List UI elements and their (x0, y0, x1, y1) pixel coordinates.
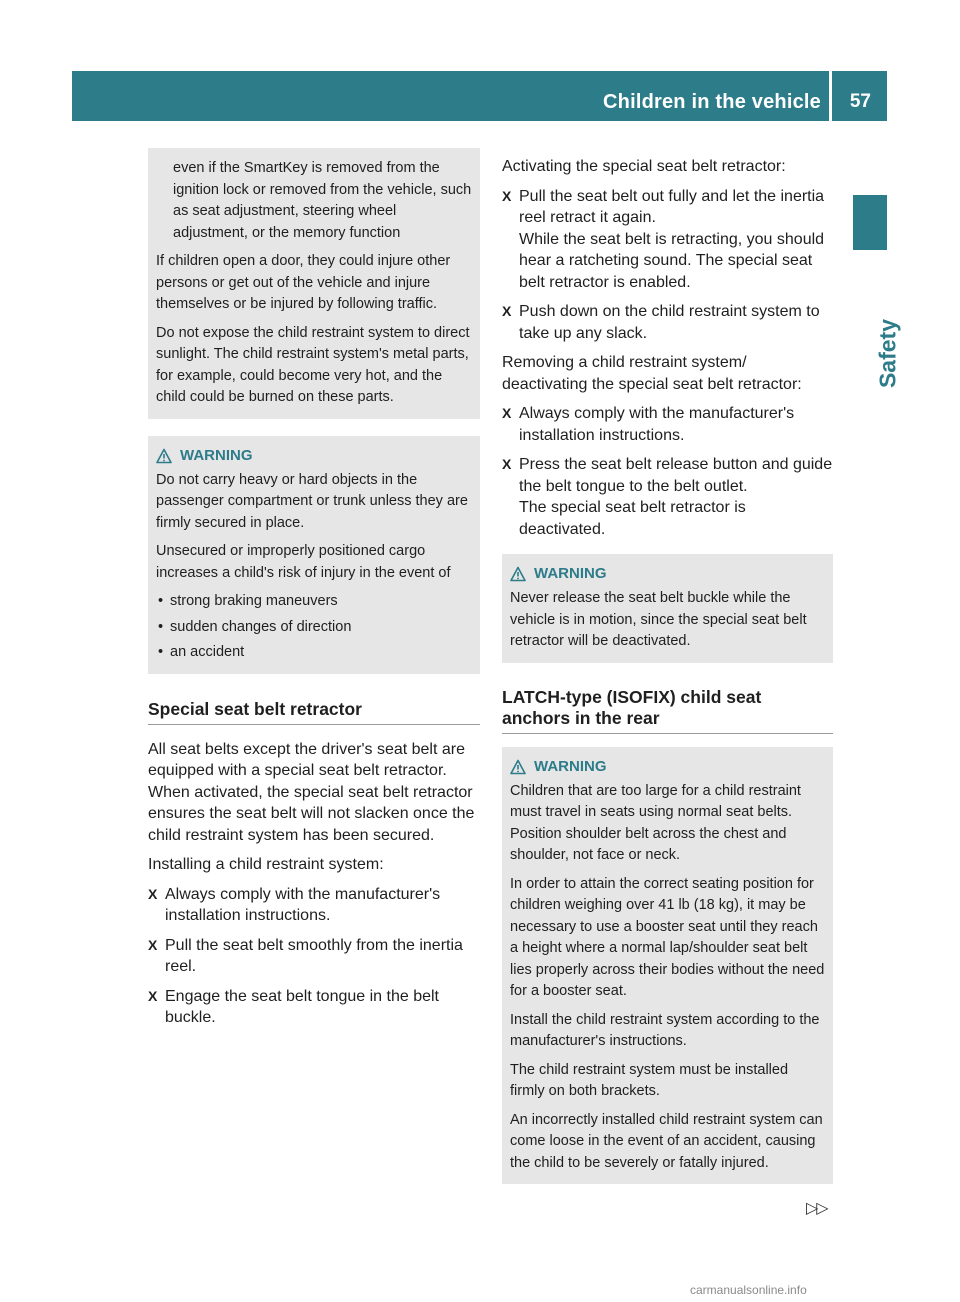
warning-paragraph: Install the child restraint system according to the manufacturer's instructions. (510, 1011, 820, 1049)
warning-paragraph: Unsecured or improperly positioned cargo increases a child's risk of injury in the event of (156, 543, 451, 581)
body-paragraph: Activating the special seat belt retractor: (502, 158, 786, 175)
body-paragraph: All seat belts except the driver's seat belt are equipped with a special seat belt retractor. When activated, the special seat belt retractor ensures the seat belt will not slacken once the child restraint system has been secured. (148, 740, 475, 844)
warning-paragraph: Never release the seat belt buckle while the vehicle is in motion, since the special seat belt retractor will be deactivated. (510, 590, 807, 649)
section-tab-marker (853, 195, 887, 250)
step-arrow-icon: X (502, 456, 512, 472)
right-column (502, 156, 833, 1184)
warning-heading (156, 446, 472, 466)
warning-paragraph: Children that are too large for a child restraint must travel in seats using normal seat belts. Position shoulder belt across the chest and shoulder, not face or neck. (510, 782, 801, 863)
left-column (148, 148, 480, 1037)
warning-triangle-icon (156, 448, 172, 464)
instruction-step: X Always comply with the manufacturer's installation instructions. (148, 884, 480, 927)
warning-triangle-icon (510, 759, 526, 775)
header-title: Children in the vehicle (603, 91, 821, 113)
warning-paragraph: An incorrectly installed child restraint system can come loose in the event of an accident, causing the child to be severely or fatally injured. (510, 1111, 823, 1171)
step-arrow-icon: X (502, 187, 512, 204)
page-header (72, 71, 887, 121)
box-paragraph: If children open a door, they could injure other persons or get out of the vehicle and injure themselves or be injured by following traffic. (156, 253, 451, 312)
body-paragraph: Installing a child restraint system: (148, 856, 384, 873)
instruction-step: X Push down on the child restraint system to take up any slack. (502, 301, 833, 344)
box-paragraph: Do not expose the child restraint system to direct sunlight. The child restraint system's metal parts, for example, could become very hot, and the child could be burned on these parts. (156, 324, 470, 405)
instruction-step: X Pull the seat belt out fully and let the inertia reel retract it again. While the seat belt is retracting, you should hear a ratcheting sound. The special seat belt retractor is enabled. (502, 186, 833, 294)
warning-label: WARNING (534, 757, 607, 775)
warning-box (502, 747, 833, 1185)
section-heading: Special seat belt retractor (148, 699, 480, 725)
continued-arrow-icon: ▷▷ (806, 1200, 827, 1217)
warning-label: WARNING (180, 446, 253, 464)
section-heading: LATCH-type (ISOFIX) child seat anchors in the rear (502, 687, 833, 734)
list-item: • sudden changes of direction (158, 618, 352, 635)
warning-box (148, 436, 480, 674)
warning-paragraph: Do not carry heavy or hard objects in the passenger compartment or trunk unless they are firmly secured in place. (156, 471, 468, 531)
step-arrow-icon: X (502, 303, 512, 319)
warning-box (502, 554, 833, 663)
instruction-step: X Pull the seat belt smoothly from the inertia reel. (148, 935, 480, 978)
list-item: • an accident (158, 644, 245, 660)
warning-label: WARNING (534, 565, 607, 582)
instruction-step: X Always comply with the manufacturer's installation instructions. (502, 403, 833, 446)
warning-heading (510, 757, 825, 777)
body-paragraph: Removing a child restraint system/ deactivating the special seat belt retractor: (502, 354, 802, 393)
instruction-step: X Press the seat belt release button and guide the belt tongue to the belt outlet. The special seat belt retractor is deactivated. (502, 454, 833, 540)
warning-triangle-icon (510, 566, 526, 582)
step-arrow-icon: X (502, 405, 512, 421)
watermark: carmanualsonline.info (690, 1283, 807, 1297)
list-item: • strong braking maneuvers (158, 593, 338, 609)
warning-continuation-box (148, 148, 480, 419)
warning-heading (510, 564, 825, 584)
warning-paragraph: In order to attain the correct seating position for children weighing over 41 lb (18 kg), it may be necessary to use a booster seat until they reach a height where a normal lap/shoulder seat belt lies properly across their bodies without the need for a booster seat. (510, 875, 825, 999)
step-arrow-icon: X (148, 885, 158, 902)
section-tab-label: Safety (874, 318, 901, 389)
warning-paragraph: The child restraint system must be installed firmly on both brackets. (510, 1061, 789, 1099)
page-number: 57 (849, 91, 871, 112)
step-arrow-icon: X (148, 987, 158, 1004)
continuation-text: even if the SmartKey is removed from the ignition lock or removed from the vehicle, such as seat adjustment, steering wheel adjustment, or the memory function (173, 160, 472, 241)
step-arrow-icon: X (148, 936, 158, 953)
instruction-step: X Engage the seat belt tongue in the belt buckle. (148, 986, 480, 1029)
header-divider (829, 71, 832, 121)
